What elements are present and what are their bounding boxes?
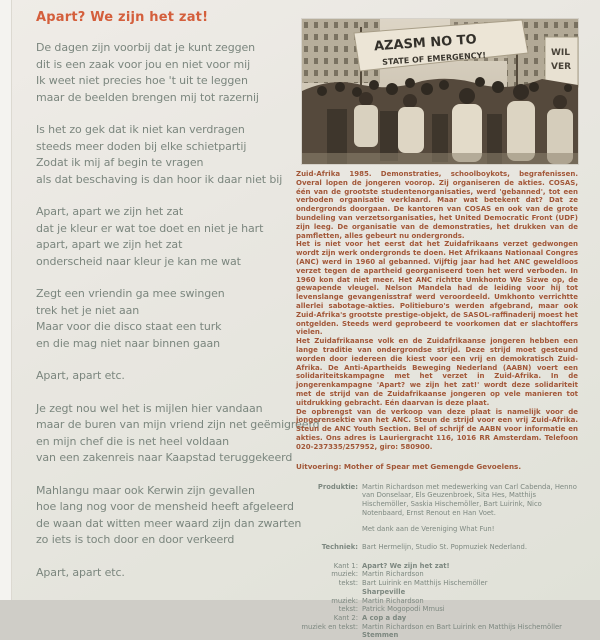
thanks-line: Met dank aan de Vereniging What Fun! — [362, 525, 578, 534]
uitvoering-line: Uitvoering: Mother of Spear met Gemengde Gevoelens. — [296, 462, 578, 471]
lyric-line: Apart, apart we zijn het zat — [36, 204, 296, 221]
track-label: muziek: — [296, 597, 362, 606]
track-label: tekst: — [296, 579, 362, 588]
demonstration-photo-art — [302, 19, 578, 164]
lyric-line: De dagen zijn voorbij dat je kunt zeggen — [36, 40, 296, 57]
lyric-stanza — [36, 40, 296, 106]
lyric-line: als dat beschaving is dan hoor ik daar niet bij — [36, 172, 296, 189]
track-title: Stemmen — [362, 631, 578, 640]
tracklist — [296, 562, 578, 640]
info-paragraph: Het Zuidafrikaanse volk en de Zuidafrikaanse jongeren hebben een lange traditie van ondergrondse strijd. Deze strijd moet gesteund worden door iedereen die kiest voor een vrij en demokratisch Zuid-Afrika. De Anti-Apartheids Beweging Nederland (AABN) voert een solidariteitskampagne met het verzet in Zuid-Afrika. In de jongerenkampagne 'Apart? we zijn het zat!' wordt deze solidariteit met de strijd van de Zuidafrikaanse jongeren op vele manieren tot uitdrukking gebracht. Eén daarvan is deze plaat. — [296, 337, 578, 407]
track-label — [296, 631, 362, 640]
lyric-line: maar de beelden brengen mij tot razernij — [36, 90, 296, 107]
lyric-stanza — [36, 122, 296, 188]
lyric-stanza — [36, 401, 296, 467]
track-label — [296, 588, 362, 597]
side-banner — [545, 37, 578, 87]
lyric-line: Mahlangu maar ook Kerwin zijn gevallen — [36, 483, 296, 500]
track-row — [296, 623, 578, 632]
lyric-line: Zodat ik mij af begin te vragen — [36, 155, 296, 172]
lyric-line: Je zegt nou wel het is mijlen hier vandaan — [36, 401, 296, 418]
info-text — [296, 170, 578, 471]
lyrics-column — [36, 10, 296, 597]
info-column — [296, 170, 578, 640]
lyric-line: apart, apart we zijn het zat — [36, 237, 296, 254]
track-text: Martin Richardson — [362, 597, 578, 606]
demonstration-photo — [302, 19, 578, 164]
lyric-line: maar de buren van mijn vriend zijn net geëmigreerd — [36, 417, 296, 434]
lyric-line: dat je kleur er wat toe doet en niet je hart — [36, 221, 296, 238]
lyric-line: van een zakenreis naar Kaapstad teruggekeerd — [36, 450, 296, 467]
lyric-line: Is het zo gek dat ik niet kan verdragen — [36, 122, 296, 139]
lyric-line: Zegt een vriendin ga mee swingen — [36, 286, 296, 303]
lyric-line: en mijn chef die is net heel voldaan — [36, 434, 296, 451]
credits — [296, 483, 578, 640]
lyric-line: dit is een zaak voor jou en niet voor mij — [36, 57, 296, 74]
side-banner-text2: VER — [551, 62, 571, 72]
track-text: Bart Luirink en Matthijs Hischemöller — [362, 579, 578, 588]
banner-text-line2: STATE OF EMERGENCY! — [382, 51, 486, 67]
track-text: Patrick Mogopodi Mmusi — [362, 605, 578, 614]
lyric-stanza — [36, 483, 296, 549]
lyric-line: Apart, apart etc. — [36, 368, 296, 385]
lyric-stanza — [36, 286, 296, 352]
track-title: A cop a day — [362, 614, 578, 623]
credit-label: Produktie: — [296, 483, 362, 518]
track-title: Sharpeville — [362, 588, 578, 597]
crowd-silhouette — [302, 77, 578, 164]
lyric-stanza — [36, 368, 296, 385]
info-paragraph: De opbrengst van de verkoop van deze plaat is namelijk voor de jongerensektie van het ANC. Steun de strijd voor een vrij Zuid-Afrika. Steun de ANC Youth Section. Bel of schrijf de AABN voor informatie en akties. Ons adres is Lauriergracht 116, 1016 RR Amsterdam. Telefoon 020-237335/257952, giro: 580900. — [296, 408, 578, 452]
lyric-line: en die mag niet naar binnen gaan — [36, 336, 296, 353]
song-title: Apart? We zijn het zat! — [36, 10, 296, 25]
lyric-line: zo iets is toch door en door verkeerd — [36, 532, 296, 549]
track-row — [296, 579, 578, 588]
banner-text-line1: AZASM NO TO — [374, 32, 478, 54]
side-banner-text1: WIL — [551, 48, 570, 58]
lyric-line: steeds meer doden bij elke schietpartij — [36, 139, 296, 156]
lyric-line: Ik weet niet precies hoe 't uit te leggen — [36, 73, 296, 90]
track-row — [296, 631, 578, 640]
page-edge — [0, 0, 12, 600]
track-label: muziek: — [296, 570, 362, 579]
track-row — [296, 614, 578, 623]
track-label: Kant 2: — [296, 614, 362, 623]
track-row — [296, 588, 578, 597]
track-title: Apart? We zijn het zat! — [362, 562, 578, 571]
credit-label: Techniek: — [296, 543, 362, 552]
lyric-line: Maar voor die disco staat een turk — [36, 319, 296, 336]
info-paragraph: Het is niet voor het eerst dat het Zuidafrikaans verzet gedwongen wordt zijn werk ondergronds te doen. Het Afrikaans Nationaal Congres (ANC) werd in 1960 al gebanned. Vijftig jaar had het ANC geweldloos verzet tegen de apartheid georganiseerd toen het werd verboden. In 1960 kon dat niet meer. Het ANC richtte Umkhonto We Sizwe op, de gewapende vleugel. Nelson Mandela had de leiding voor hij tot levenslange gevangenisstraf werd veroordeeld. Umkhonto verrichtte allerlei sabotage-akties. Politieburo's werden afgebrand, maar ook Zuid-Afrika's grootste prestige-objekt, de SASOL-raffinaderij moest het ontgelden. Steeds werd geprobeerd te voorkomen dat er slachtoffers vielen. — [296, 240, 578, 337]
track-row — [296, 570, 578, 579]
track-label: tekst: — [296, 605, 362, 614]
lyric-stanza — [36, 565, 296, 582]
track-text: Martin Richardson en Bart Luirink en Matthijs Hischemöller — [362, 623, 578, 632]
lyric-line: de waan dat witten meer waard zijn dan zwarten — [36, 516, 296, 533]
track-label: muziek en tekst: — [296, 623, 362, 632]
lyric-stanza — [36, 204, 296, 270]
lyric-line: onderscheid naar kleur je kan me wat — [36, 254, 296, 271]
track-row — [296, 562, 578, 571]
track-row — [296, 605, 578, 614]
track-row — [296, 597, 578, 606]
track-text: Martin Richardson — [362, 570, 578, 579]
lyric-line: Apart, apart etc. — [36, 565, 296, 582]
lyric-line: hoe lang nog voor de mensheid heeft afgeleerd — [36, 499, 296, 516]
credit-row-produktie — [296, 483, 578, 518]
credit-text: Martin Richardson met medewerking van Carl Cabenda, Henno van Donselaar, Els Geuzenbroek, Sita Hes, Matthijs Hischemöller, Saskia Hischemöller, Bart Luirink, Nico Notenbaard, Ernst Renout en Han Voet. — [362, 483, 578, 518]
credit-row-techniek — [296, 543, 578, 552]
lyric-line: trek het je niet aan — [36, 303, 296, 320]
info-paragraph: Zuid-Afrika 1985. Demonstraties, schoolboykots, begrafenissen. Overal lopen de jongeren voorop. Zij organiseren de akties. COSAS, één van de grootste studentenorganisaties, werd 'gebanned', tot een verboden organisatie verklaard. Maar wat betekent dat? Dat ze ondergronds doorgaan. De kantoren van COSAS en ook van de grote bundeling van verzetsorganisaties, het United Democratic Front (UDF) zijn leeg. De organisatie van de demonstraties, het drukken van de pamfletten, alles gebeurt nu ondergronds. — [296, 170, 578, 240]
track-label: Kant 1: — [296, 562, 362, 571]
credit-text: Bart Hermelijn, Studio St. Popmuziek Nederland. — [362, 543, 578, 552]
